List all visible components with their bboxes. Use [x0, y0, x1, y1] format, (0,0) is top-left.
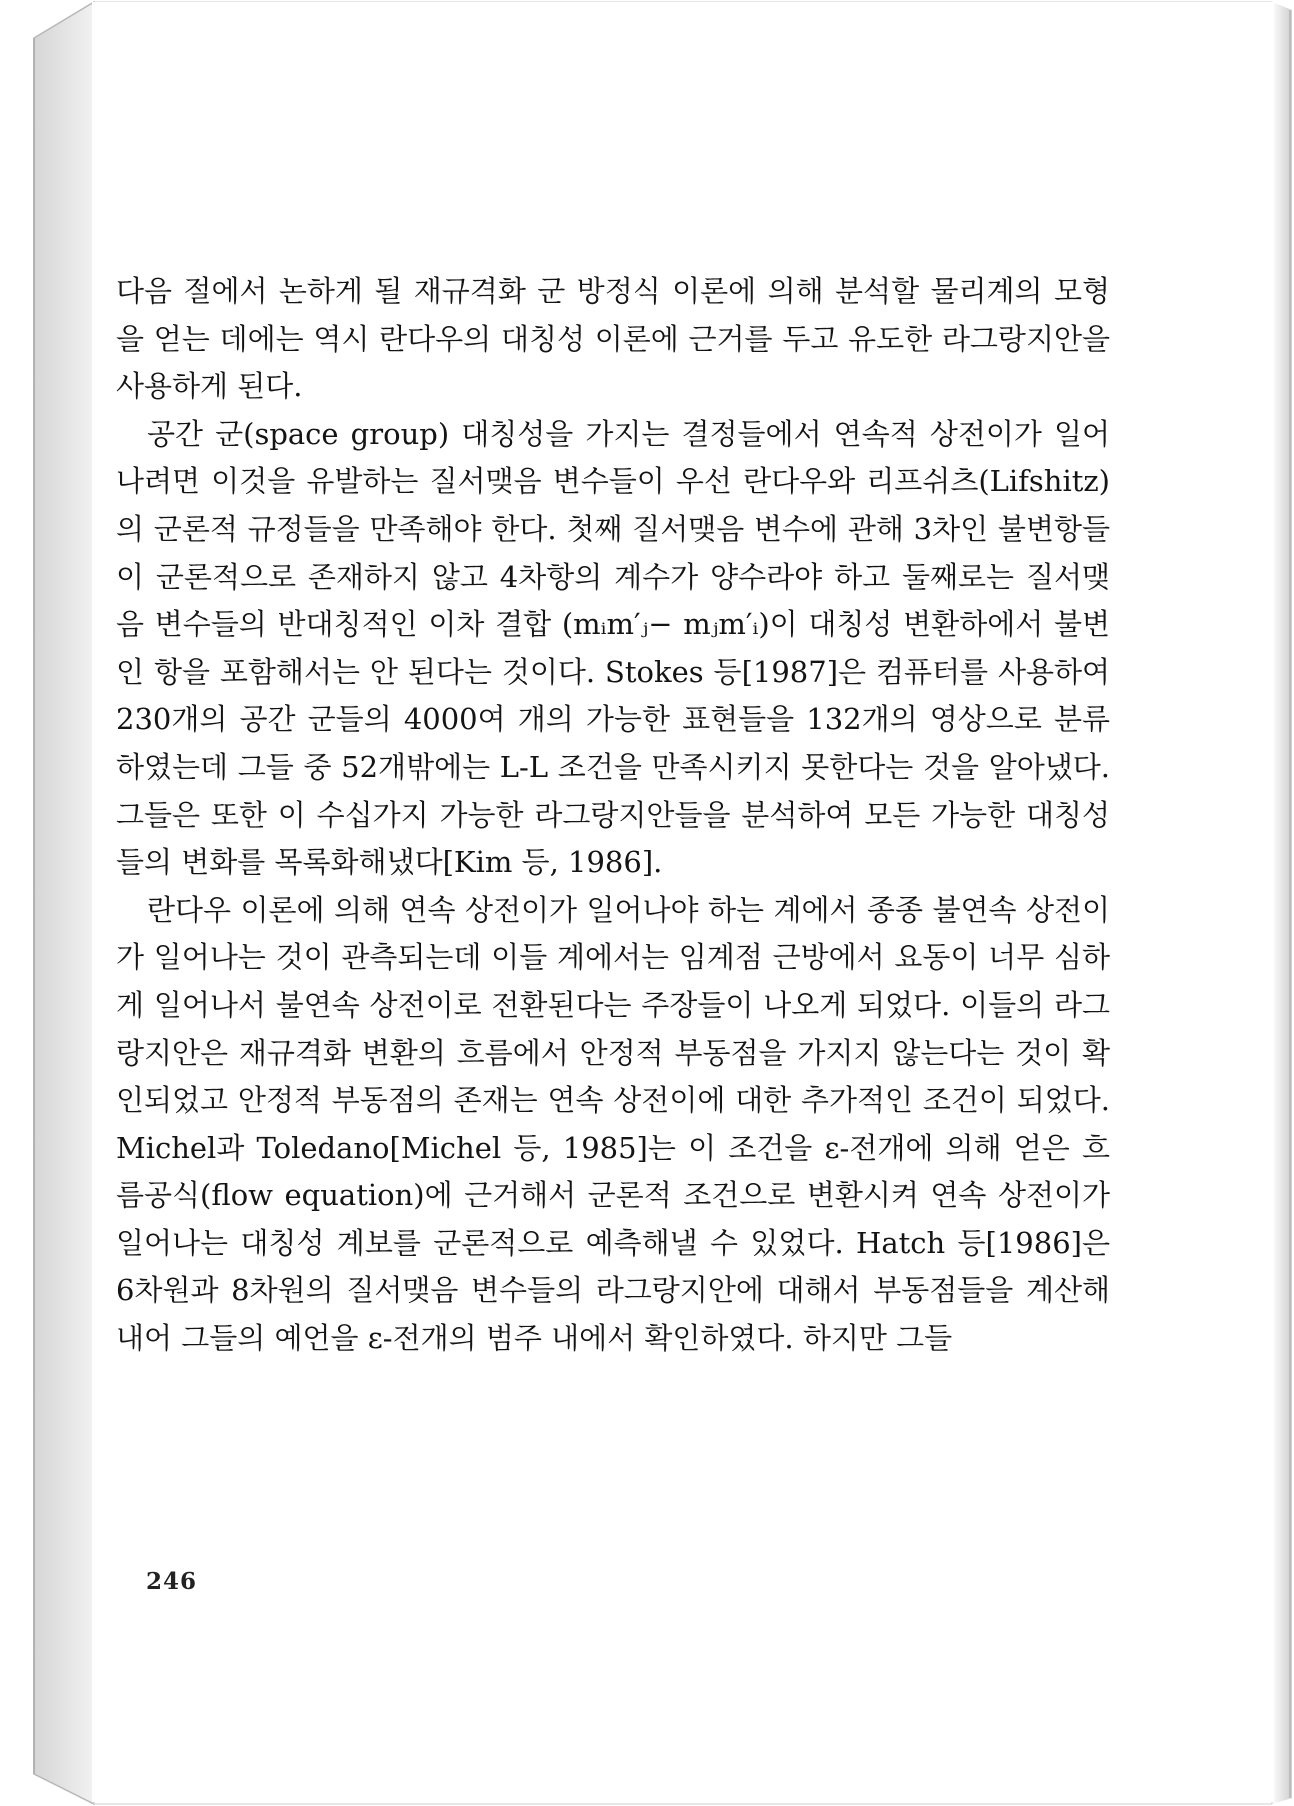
paragraph: 란다우 이론에 의해 연속 상전이가 일어나야 하는 계에서 종종 불연속 상전이가 일어나는 것이 관측되는데 이들 계에서는 임계점 근방에서 요동이 너무 심하게 일어나서 불연속 상전이로 전환된다는 주장들이 나오게 되었다. 이들의 라그랑지안은 재규격화 변환의 흐름에서 안정적 부동점을 가지지 않는다는 것이 확인되었고 안정적 부동점의 존재는 연속 상전이에 대한 추가적인 조건이 되었다. Michel과 Toledano[Michel 등, 1985]는 이 조건을 ε-전개에 의해 얻은 흐름공식(flow equation)에 근거해서 군론적 조건으로 변환시켜 연속 상전이가 일어나는 대칭성 계보를 군론적으로 예측해낼 수 있었다. Hatch 등[1986]은 6차원과 8차원의 질서맺음 변수들의 라그랑지안에 대해서 부동점들을 계산해 내어 그들의 예언을 ε-전개의 범주 내에서 확인하였다. 하지만 그들 — [116, 892, 1110, 1356]
page-body-text — [116, 268, 1110, 1363]
page-number: 246 — [146, 1568, 198, 1595]
paragraph: 다음 절에서 논하게 될 재규격화 군 방정식 이론에 의해 분석할 물리계의 모형을 얻는 데에는 역시 란다우의 대칭성 이론에 근거를 두고 유도한 라그랑지안을 사용하게 된다. — [116, 274, 1110, 404]
paragraph: 공간 군(space group) 대칭성을 가지는 결정들에서 연속적 상전이가 일어나려면 이것을 유발하는 질서맺음 변수들이 우선 란다우와 리프쉬츠(Lifshitz)의 군론적 규정들을 만족해야 한다. 첫째 질서맺음 변수에 관해 3차인 불변항들이 군론적으로 존재하지 않고 4차항의 계수가 양수라야 하고 둘째로는 질서맺음 변수들의 반대칭적인 이차 결합 (mᵢm′ⱼ− mⱼm′ᵢ)이 대칭성 변환하에서 불변인 항을 포함해서는 안 된다는 것이다. Stokes 등[1987]은 컴퓨터를 사용하여 230개의 공간 군들의 4000여 개의 가능한 표현들을 132개의 영상으로 분류하였는데 그들 중 52개밖에는 L-L 조건을 만족시키지 못한다는 것을 알아냈다. 그들은 또한 이 수십가지 가능한 라그랑지안들을 분석하여 모든 가능한 대칭성들의 변화를 목록화해냈다[Kim 등, 1986]. — [116, 416, 1110, 880]
